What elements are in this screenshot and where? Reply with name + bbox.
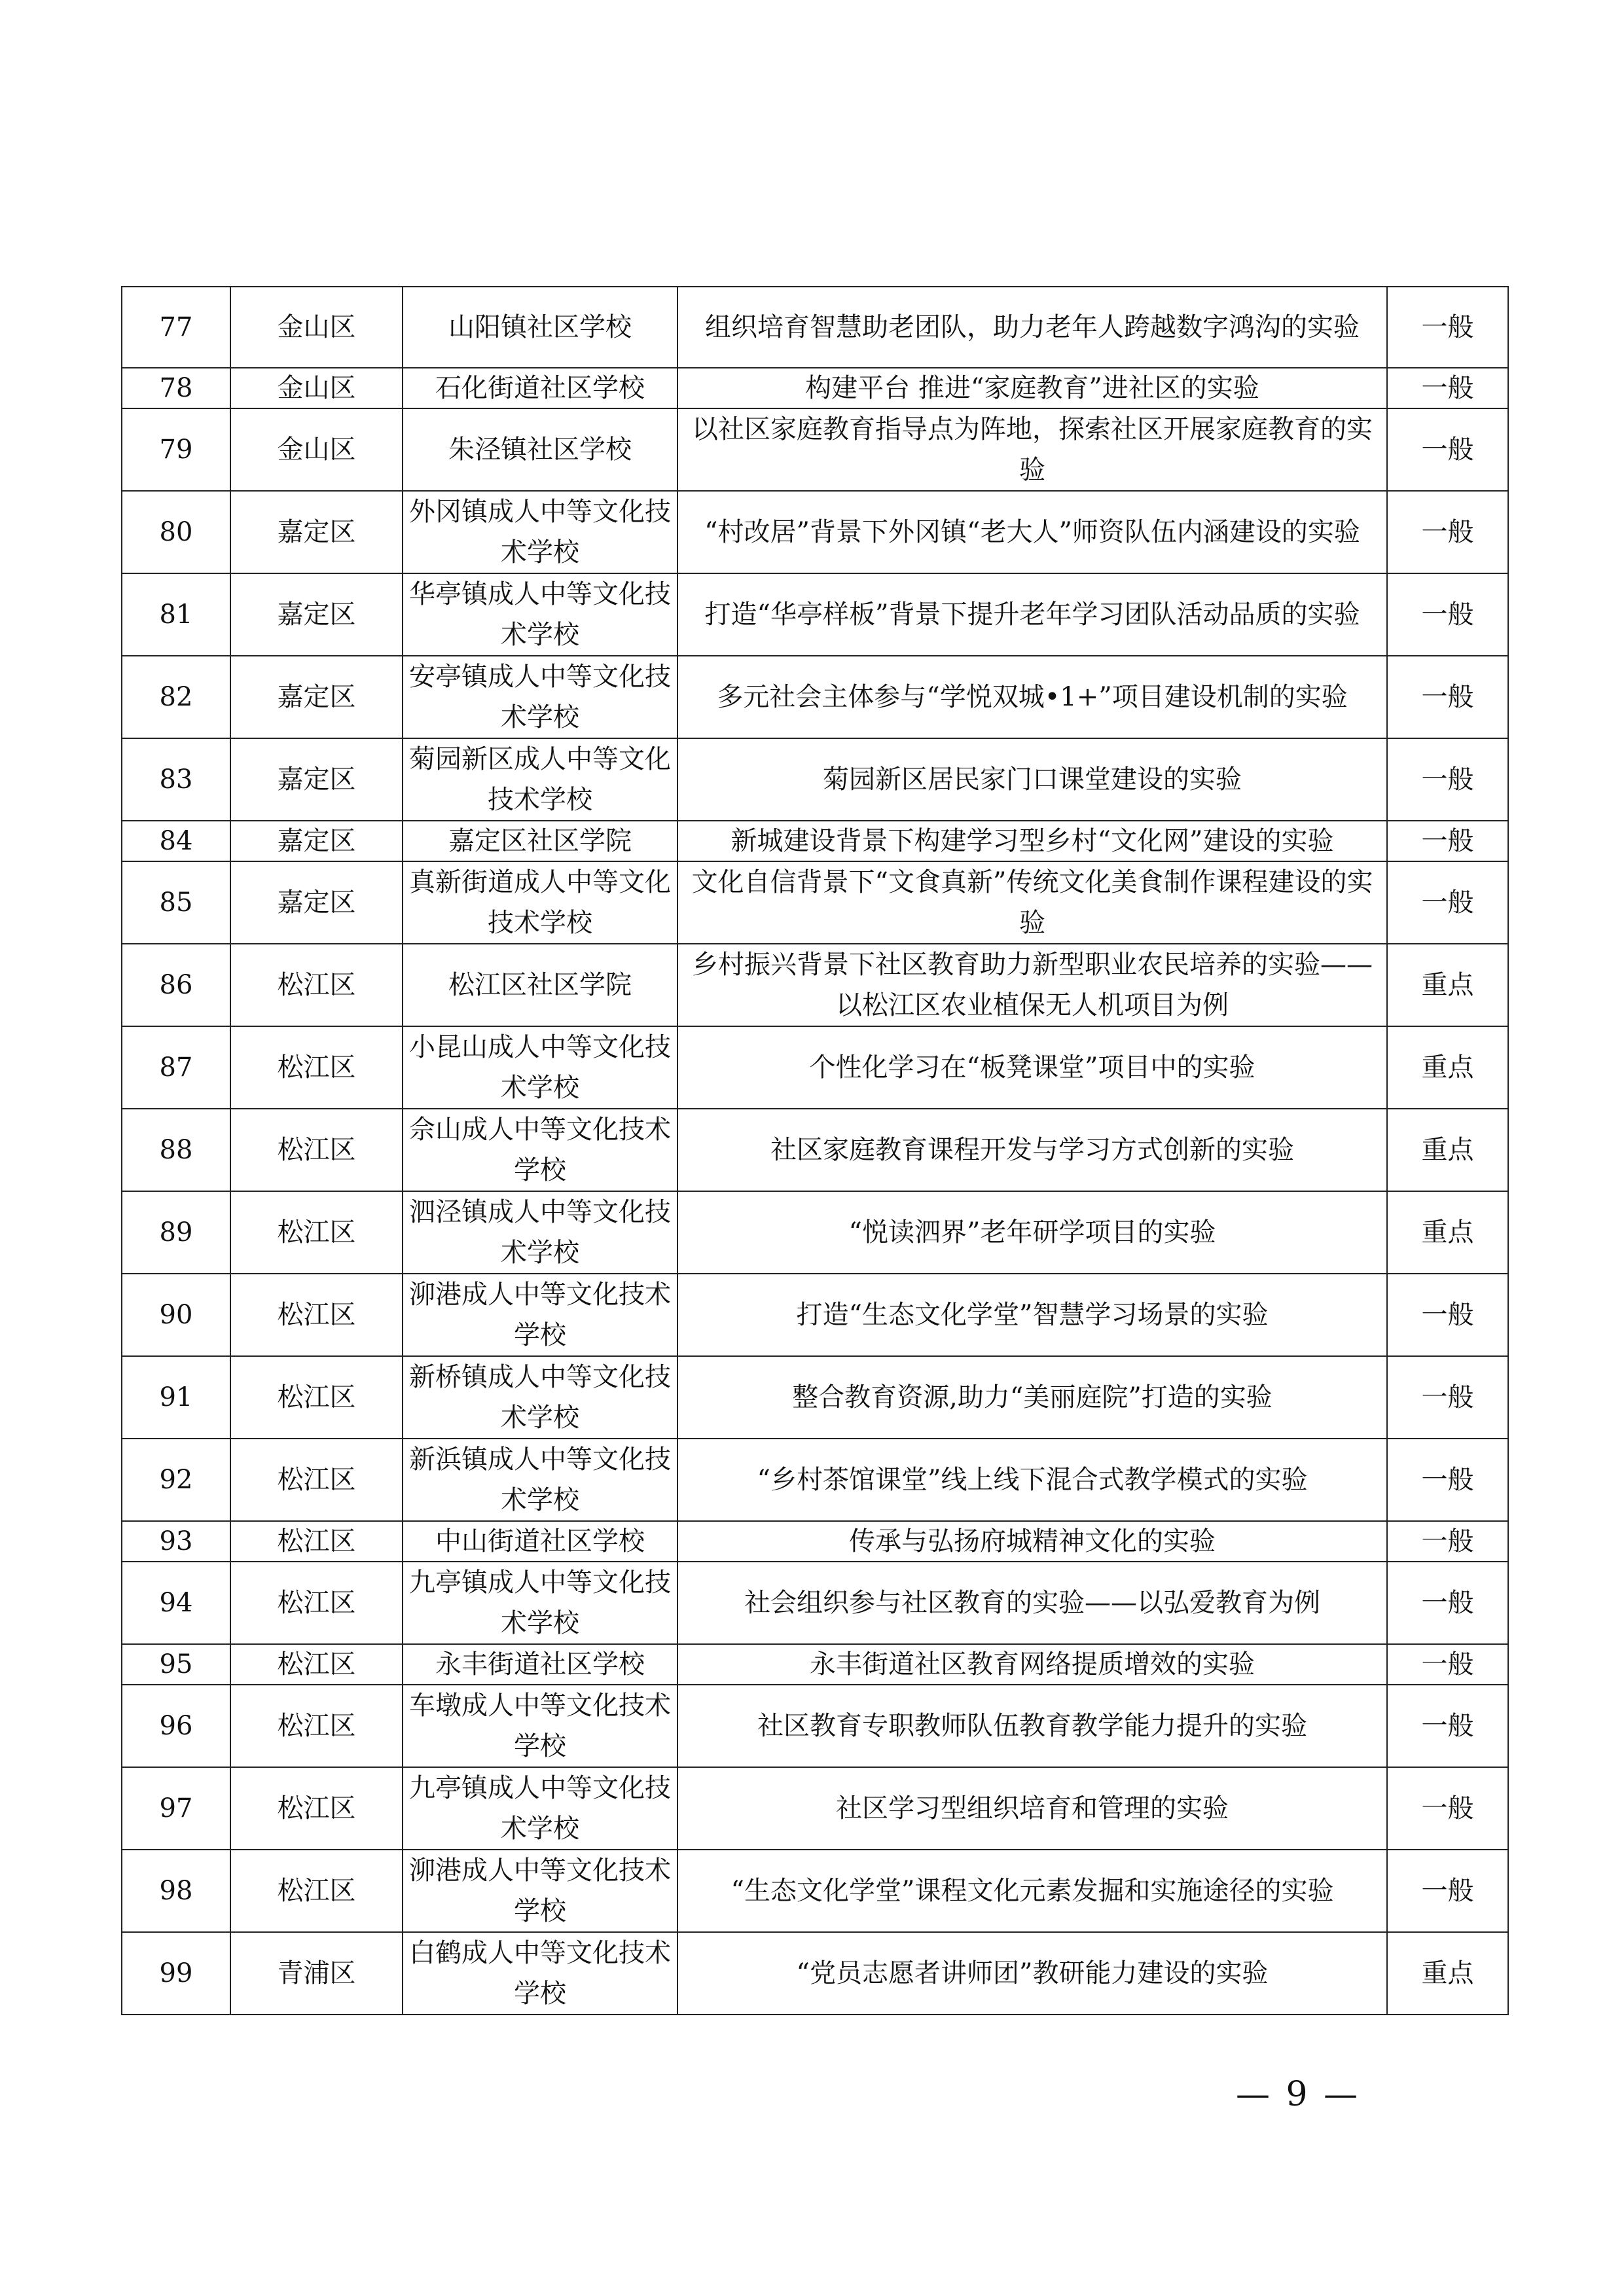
cell-number: 97 bbox=[122, 1767, 230, 1850]
table-row bbox=[122, 408, 1508, 491]
cell-district: 松江区 bbox=[230, 1356, 403, 1439]
cell-school: 山阳镇社区学校 bbox=[403, 287, 677, 368]
cell-district: 松江区 bbox=[230, 1439, 403, 1521]
cell-school: 新浜镇成人中等文化技术学校 bbox=[403, 1439, 677, 1521]
cell-district: 嘉定区 bbox=[230, 573, 403, 656]
cell-level: 重点 bbox=[1387, 1191, 1508, 1274]
table-row bbox=[122, 1439, 1508, 1521]
project-list-table bbox=[121, 286, 1509, 2015]
cell-district: 嘉定区 bbox=[230, 738, 403, 821]
cell-district: 嘉定区 bbox=[230, 491, 403, 573]
cell-school: 石化街道社区学校 bbox=[403, 368, 677, 408]
cell-level: 一般 bbox=[1387, 1767, 1508, 1850]
cell-level: 一般 bbox=[1387, 821, 1508, 861]
cell-school: 白鹤成人中等文化技术学校 bbox=[403, 1932, 677, 2015]
table-row bbox=[122, 1191, 1508, 1274]
cell-level: 重点 bbox=[1387, 1932, 1508, 2015]
table-row bbox=[122, 1274, 1508, 1356]
cell-district: 松江区 bbox=[230, 1850, 403, 1932]
cell-number: 80 bbox=[122, 491, 230, 573]
cell-level: 一般 bbox=[1387, 1439, 1508, 1521]
table-row bbox=[122, 368, 1508, 408]
cell-number: 90 bbox=[122, 1274, 230, 1356]
cell-level: 一般 bbox=[1387, 1356, 1508, 1439]
cell-number: 92 bbox=[122, 1439, 230, 1521]
cell-district: 嘉定区 bbox=[230, 861, 403, 944]
cell-level: 一般 bbox=[1387, 368, 1508, 408]
cell-level: 一般 bbox=[1387, 1562, 1508, 1644]
cell-school: 泗泾镇成人中等文化技术学校 bbox=[403, 1191, 677, 1274]
cell-topic: “乡村茶馆课堂”线上线下混合式教学模式的实验 bbox=[677, 1439, 1387, 1521]
cell-district: 青浦区 bbox=[230, 1932, 403, 2015]
cell-number: 79 bbox=[122, 408, 230, 491]
cell-number: 88 bbox=[122, 1109, 230, 1191]
cell-level: 一般 bbox=[1387, 1274, 1508, 1356]
cell-district: 松江区 bbox=[230, 1644, 403, 1685]
cell-school: 泖港成人中等文化技术学校 bbox=[403, 1274, 677, 1356]
cell-school: 永丰街道社区学校 bbox=[403, 1644, 677, 1685]
cell-school: 朱泾镇社区学校 bbox=[403, 408, 677, 491]
cell-topic: 社区家庭教育课程开发与学习方式创新的实验 bbox=[677, 1109, 1387, 1191]
cell-district: 松江区 bbox=[230, 1562, 403, 1644]
cell-topic: 整合教育资源,助力“美丽庭院”打造的实验 bbox=[677, 1356, 1387, 1439]
cell-level: 一般 bbox=[1387, 408, 1508, 491]
table-body bbox=[122, 287, 1508, 2015]
table-row bbox=[122, 287, 1508, 368]
cell-level: 一般 bbox=[1387, 1685, 1508, 1767]
cell-topic: 永丰街道社区教育网络提质增效的实验 bbox=[677, 1644, 1387, 1685]
table-row bbox=[122, 738, 1508, 821]
cell-topic: 新城建设背景下构建学习型乡村“文化网”建设的实验 bbox=[677, 821, 1387, 861]
table-row bbox=[122, 1026, 1508, 1109]
table-row bbox=[122, 944, 1508, 1026]
cell-topic: 打造“生态文化学堂”智慧学习场景的实验 bbox=[677, 1274, 1387, 1356]
cell-number: 83 bbox=[122, 738, 230, 821]
cell-number: 96 bbox=[122, 1685, 230, 1767]
cell-number: 93 bbox=[122, 1521, 230, 1562]
cell-topic: 社区学习型组织培育和管理的实验 bbox=[677, 1767, 1387, 1850]
cell-district: 金山区 bbox=[230, 368, 403, 408]
table-row bbox=[122, 1562, 1508, 1644]
table-row bbox=[122, 573, 1508, 656]
cell-school: 松江区社区学院 bbox=[403, 944, 677, 1026]
cell-topic: “生态文化学堂”课程文化元素发掘和实施途径的实验 bbox=[677, 1850, 1387, 1932]
cell-number: 82 bbox=[122, 656, 230, 738]
table-row bbox=[122, 1356, 1508, 1439]
cell-level: 一般 bbox=[1387, 738, 1508, 821]
cell-topic: 乡村振兴背景下社区教育助力新型职业农民培养的实验——以松江区农业植保无人机项目为例 bbox=[677, 944, 1387, 1026]
cell-topic: “党员志愿者讲师团”教研能力建设的实验 bbox=[677, 1932, 1387, 2015]
cell-topic: 个性化学习在“板凳课堂”项目中的实验 bbox=[677, 1026, 1387, 1109]
cell-school: 外冈镇成人中等文化技术学校 bbox=[403, 491, 677, 573]
cell-level: 重点 bbox=[1387, 1026, 1508, 1109]
cell-school: 九亭镇成人中等文化技术学校 bbox=[403, 1562, 677, 1644]
table-row bbox=[122, 491, 1508, 573]
cell-school: 菊园新区成人中等文化技术学校 bbox=[403, 738, 677, 821]
cell-district: 金山区 bbox=[230, 408, 403, 491]
cell-topic: 社区教育专职教师队伍教育教学能力提升的实验 bbox=[677, 1685, 1387, 1767]
cell-level: 一般 bbox=[1387, 1521, 1508, 1562]
cell-school: 安亭镇成人中等文化技术学校 bbox=[403, 656, 677, 738]
cell-number: 77 bbox=[122, 287, 230, 368]
table-row bbox=[122, 1644, 1508, 1685]
cell-district: 松江区 bbox=[230, 1109, 403, 1191]
cell-topic: 菊园新区居民家门口课堂建设的实验 bbox=[677, 738, 1387, 821]
cell-topic: 传承与弘扬府城精神文化的实验 bbox=[677, 1521, 1387, 1562]
cell-school: 泖港成人中等文化技术学校 bbox=[403, 1850, 677, 1932]
cell-school: 小昆山成人中等文化技术学校 bbox=[403, 1026, 677, 1109]
table-row bbox=[122, 1109, 1508, 1191]
cell-district: 金山区 bbox=[230, 287, 403, 368]
cell-topic: 打造“华亭样板”背景下提升老年学习团队活动品质的实验 bbox=[677, 573, 1387, 656]
cell-district: 松江区 bbox=[230, 1274, 403, 1356]
cell-school: 华亭镇成人中等文化技术学校 bbox=[403, 573, 677, 656]
cell-level: 一般 bbox=[1387, 656, 1508, 738]
page-number: — 9 — bbox=[1236, 2075, 1361, 2114]
cell-number: 84 bbox=[122, 821, 230, 861]
cell-district: 松江区 bbox=[230, 1767, 403, 1850]
cell-topic: 社会组织参与社区教育的实验——以弘爱教育为例 bbox=[677, 1562, 1387, 1644]
cell-level: 重点 bbox=[1387, 944, 1508, 1026]
cell-district: 松江区 bbox=[230, 1191, 403, 1274]
cell-level: 一般 bbox=[1387, 1644, 1508, 1685]
cell-district: 嘉定区 bbox=[230, 656, 403, 738]
cell-topic: 以社区家庭教育指导点为阵地，探索社区开展家庭教育的实验 bbox=[677, 408, 1387, 491]
cell-school: 嘉定区社区学院 bbox=[403, 821, 677, 861]
cell-number: 89 bbox=[122, 1191, 230, 1274]
table-row bbox=[122, 1521, 1508, 1562]
cell-number: 85 bbox=[122, 861, 230, 944]
table-row bbox=[122, 1767, 1508, 1850]
table-row bbox=[122, 861, 1508, 944]
cell-number: 81 bbox=[122, 573, 230, 656]
cell-district: 松江区 bbox=[230, 944, 403, 1026]
cell-level: 一般 bbox=[1387, 287, 1508, 368]
cell-topic: 组织培育智慧助老团队，助力老年人跨越数字鸿沟的实验 bbox=[677, 287, 1387, 368]
cell-topic: “悦读泗界”老年研学项目的实验 bbox=[677, 1191, 1387, 1274]
cell-number: 91 bbox=[122, 1356, 230, 1439]
cell-number: 98 bbox=[122, 1850, 230, 1932]
table-row bbox=[122, 1685, 1508, 1767]
cell-topic: “村改居”背景下外冈镇“老大人”师资队伍内涵建设的实验 bbox=[677, 491, 1387, 573]
cell-level: 重点 bbox=[1387, 1109, 1508, 1191]
cell-number: 95 bbox=[122, 1644, 230, 1685]
cell-level: 一般 bbox=[1387, 573, 1508, 656]
cell-school: 新桥镇成人中等文化技术学校 bbox=[403, 1356, 677, 1439]
cell-school: 车墩成人中等文化技术学校 bbox=[403, 1685, 677, 1767]
table-row bbox=[122, 656, 1508, 738]
cell-school: 佘山成人中等文化技术学校 bbox=[403, 1109, 677, 1191]
cell-number: 99 bbox=[122, 1932, 230, 2015]
cell-district: 松江区 bbox=[230, 1685, 403, 1767]
cell-topic: 多元社会主体参与“学悦双城•1+”项目建设机制的实验 bbox=[677, 656, 1387, 738]
cell-district: 嘉定区 bbox=[230, 821, 403, 861]
cell-level: 一般 bbox=[1387, 861, 1508, 944]
cell-school: 九亭镇成人中等文化技术学校 bbox=[403, 1767, 677, 1850]
cell-topic: 构建平台 推进“家庭教育”进社区的实验 bbox=[677, 368, 1387, 408]
cell-level: 一般 bbox=[1387, 491, 1508, 573]
cell-district: 松江区 bbox=[230, 1521, 403, 1562]
table-row bbox=[122, 821, 1508, 861]
cell-number: 78 bbox=[122, 368, 230, 408]
table-row bbox=[122, 1850, 1508, 1932]
cell-number: 94 bbox=[122, 1562, 230, 1644]
cell-number: 86 bbox=[122, 944, 230, 1026]
cell-level: 一般 bbox=[1387, 1850, 1508, 1932]
cell-number: 87 bbox=[122, 1026, 230, 1109]
cell-school: 真新街道成人中等文化技术学校 bbox=[403, 861, 677, 944]
cell-school: 中山街道社区学校 bbox=[403, 1521, 677, 1562]
cell-district: 松江区 bbox=[230, 1026, 403, 1109]
table-row bbox=[122, 1932, 1508, 2015]
cell-topic: 文化自信背景下“文食真新”传统文化美食制作课程建设的实验 bbox=[677, 861, 1387, 944]
